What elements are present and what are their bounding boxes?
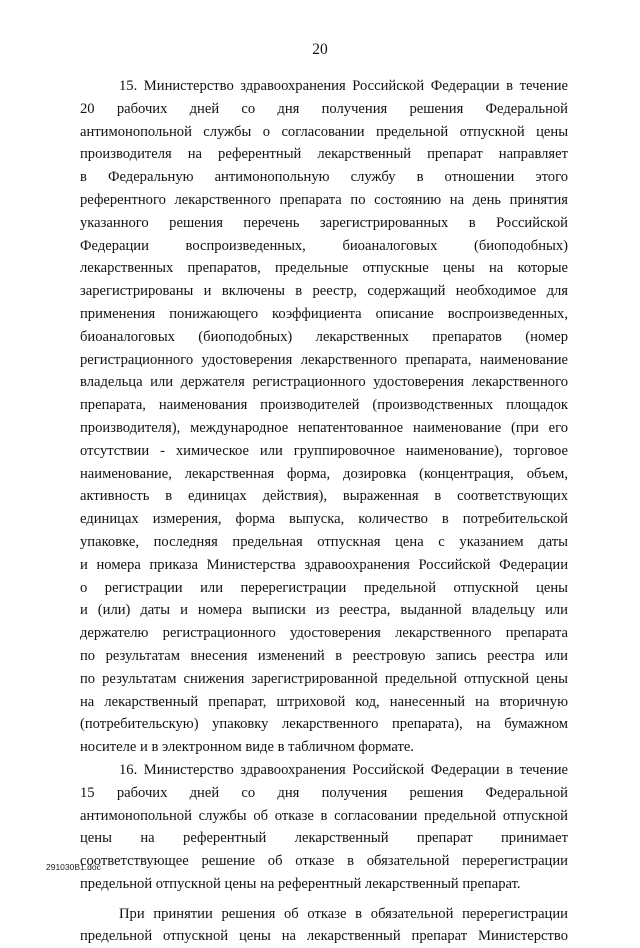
text-line: антимонопольной службы об отказе в согласовании предельной отпускной: [80, 807, 568, 824]
page-number: 20: [312, 41, 328, 58]
text-line: предельной отпускной цены на референтный лекарственный препарат.: [80, 875, 521, 892]
text-line: предельной отпускной цены на лекарственный препарат Министерство: [80, 928, 568, 945]
text-line: зарегистрированы и включены в реестр, содержащий необходимое для: [80, 283, 568, 300]
text-line: биоаналоговых (биоподобных) лекарственных препаратов (номер: [80, 328, 568, 345]
text-line: цены на референтный лекарственный препарат принимает: [80, 830, 568, 847]
text-line: держателю регистрационного удостоверения лекарственного препарата: [80, 625, 568, 642]
text-line: регистрационного удостоверения лекарственного препарата, наименование: [80, 351, 568, 368]
text-line: Федерации воспроизведенных, биоаналоговых (биоподобных): [80, 237, 568, 254]
text-line: наименование, лекарственная форма, дозировка (концентрация, объем,: [80, 465, 568, 482]
paragraph-16: [80, 759, 568, 896]
document-body: [80, 75, 568, 948]
text-line: применения понижающего коэффициента описание воспроизведенных,: [80, 305, 568, 322]
text-line: отсутствии - химическое или группировочное наименование), торговое: [80, 442, 568, 459]
paragraph-15: [80, 75, 568, 759]
text-line: референтного лекарственного препарата по состоянию на день принятия: [80, 191, 568, 208]
text-line: владельца или держателя регистрационного удостоверения лекарственного: [80, 374, 568, 391]
text-line: препарата, наименования производителей (производственных площадок: [80, 397, 568, 414]
text-line: по результатам снижения зарегистрированной предельной отпускной цены: [80, 670, 568, 687]
text-line: (потребительскую) упаковку лекарственного препарата), на бумажном: [80, 716, 568, 733]
text-line: на лекарственный препарат, штриховой код, нанесенный на вторичную: [80, 693, 568, 710]
text-line: упаковке, последняя предельная отпускная цена с указанием даты: [80, 533, 568, 550]
text-line: 15 рабочих дней со дня получения решения Федеральной: [80, 784, 568, 801]
text-line: в Федеральную антимонопольную службу в отношении этого: [80, 169, 568, 186]
text-line: 20 рабочих дней со дня получения решения Федеральной: [80, 100, 568, 117]
text-line: по результатам внесения изменений в реестровую запись реестра или: [80, 647, 568, 664]
text-line: носителе и в электронном виде в табличном формате.: [80, 739, 414, 756]
text-line: производителя на референтный лекарственный препарат направляет: [80, 146, 568, 163]
text-line: лекарственных препаратов, предельные отпускные цены на которые: [80, 260, 568, 277]
text-line: соответствующее решение об отказе в обязательной перерегистрации: [80, 853, 568, 870]
text-line: и (или) даты и номера выписки из реестра, выданной владельцу или: [80, 602, 568, 619]
text-line: При принятии решения об отказе в обязательной перерегистрации: [119, 905, 568, 922]
text-line: 15. Министерство здравоохранения Российской Федерации в течение: [119, 78, 568, 94]
footer-filename: 291030B1.doc: [46, 862, 101, 872]
text-line: антимонопольной службы о согласовании предельной отпускной цены: [80, 123, 568, 140]
text-line: производителя), международное непатентованное наименование (при его: [80, 419, 568, 436]
text-line: о регистрации или перерегистрации предельной отпускной цены: [80, 579, 568, 596]
text-line: активность в единицах действия), выраженная в соответствующих: [80, 488, 568, 505]
text-line: указанного решения перечень зарегистрированных в Российской: [80, 214, 568, 231]
paragraph-17: [80, 903, 568, 948]
text-line: и номера приказа Министерства здравоохранения Российской Федерации: [80, 556, 568, 573]
text-line: 16. Министерство здравоохранения Российской Федерации в течение: [119, 761, 568, 778]
text-line: единицах измерения, форма выпуска, количество в потребительской: [80, 511, 568, 528]
